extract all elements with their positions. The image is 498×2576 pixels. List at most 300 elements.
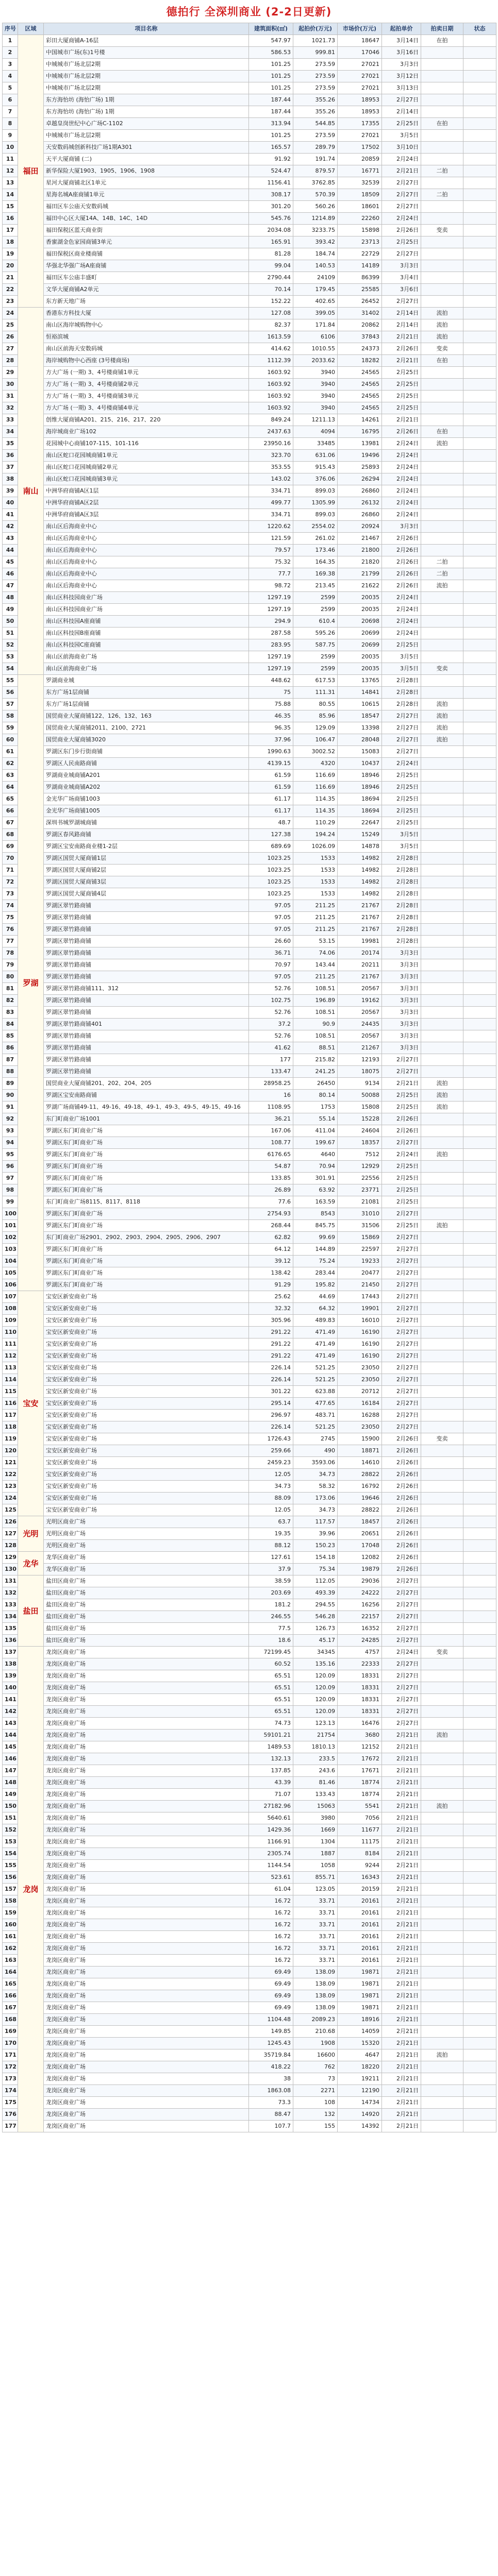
cell-project: 宝安区新安商业广场 bbox=[44, 1421, 249, 1433]
cell-date: 流拍 bbox=[421, 734, 463, 746]
header-start-price: 起拍价(万元) bbox=[293, 23, 338, 35]
cell-status bbox=[463, 1232, 496, 1244]
table-row bbox=[3, 1647, 496, 1658]
table-row bbox=[3, 746, 496, 758]
cell-start-price: 631.06 bbox=[293, 450, 338, 462]
cell-date: 在拍 bbox=[421, 118, 463, 130]
cell-unit-price: 2月14日 bbox=[382, 308, 421, 319]
cell-date bbox=[421, 1718, 463, 1730]
cell-no: 143 bbox=[3, 1718, 18, 1730]
cell-market-price: 16010 bbox=[338, 1315, 382, 1327]
cell-date bbox=[421, 1552, 463, 1564]
cell-size: 101.25 bbox=[249, 82, 293, 94]
cell-status bbox=[463, 1042, 496, 1054]
cell-status bbox=[463, 1113, 496, 1125]
cell-market-price: 24604 bbox=[338, 1125, 382, 1137]
cell-market-price: 26860 bbox=[338, 509, 382, 521]
cell-start-price: 477.65 bbox=[293, 1398, 338, 1410]
table-row bbox=[3, 47, 496, 59]
cell-unit-price: 2月21日 bbox=[382, 1848, 421, 1860]
cell-date bbox=[421, 1540, 463, 1552]
cell-start-price: 70.94 bbox=[293, 1161, 338, 1173]
table-row bbox=[3, 1623, 496, 1635]
cell-unit-price: 3月3日 bbox=[382, 1042, 421, 1054]
cell-status bbox=[463, 402, 496, 414]
cell-no: 23 bbox=[3, 296, 18, 308]
cell-status bbox=[463, 1030, 496, 1042]
cell-date bbox=[421, 2085, 463, 2097]
cell-unit-price: 2月21日 bbox=[382, 1860, 421, 1872]
cell-market-price: 15869 bbox=[338, 1232, 382, 1244]
cell-start-price: 75.34 bbox=[293, 1564, 338, 1575]
table-row bbox=[3, 189, 496, 201]
table-row bbox=[3, 1812, 496, 1824]
cell-start-price: 194.24 bbox=[293, 829, 338, 841]
cell-date bbox=[421, 1978, 463, 1990]
cell-market-price: 12929 bbox=[338, 1161, 382, 1173]
cell-date bbox=[421, 1765, 463, 1777]
cell-market-price: 21467 bbox=[338, 533, 382, 545]
cell-market-price: 20698 bbox=[338, 616, 382, 628]
cell-date bbox=[421, 1599, 463, 1611]
cell-start-price: 116.69 bbox=[293, 770, 338, 782]
cell-date: 在拍 bbox=[421, 35, 463, 47]
cell-start-price: 117.57 bbox=[293, 1516, 338, 1528]
cell-status bbox=[463, 260, 496, 272]
cell-unit-price: 3月14日 bbox=[382, 35, 421, 47]
cell-no: 53 bbox=[3, 651, 18, 663]
cell-unit-price: 2月21日 bbox=[382, 2109, 421, 2121]
table-row bbox=[3, 1125, 496, 1137]
cell-no: 45 bbox=[3, 556, 18, 568]
cell-status bbox=[463, 1137, 496, 1149]
cell-date bbox=[421, 1386, 463, 1398]
cell-unit-price: 2月24日 bbox=[382, 462, 421, 473]
cell-unit-price: 2月24日 bbox=[382, 438, 421, 450]
cell-date bbox=[421, 1753, 463, 1765]
cell-unit-price: 2月27日 bbox=[382, 1623, 421, 1635]
cell-project: 罗湖区宝安南路商业楼1-2层 bbox=[44, 841, 249, 853]
cell-project: 盐田区商业广场 bbox=[44, 1611, 249, 1623]
cell-date bbox=[421, 521, 463, 533]
cell-date: 二拍 bbox=[421, 189, 463, 201]
cell-unit-price: 2月27日 bbox=[382, 1706, 421, 1718]
cell-market-price: 18331 bbox=[338, 1670, 382, 1682]
cell-unit-price: 2月24日 bbox=[382, 485, 421, 497]
cell-status bbox=[463, 1421, 496, 1433]
cell-date bbox=[421, 912, 463, 924]
cell-size: 226.14 bbox=[249, 1374, 293, 1386]
table-row bbox=[3, 1587, 496, 1599]
cell-market-price: 28048 bbox=[338, 734, 382, 746]
cell-project: 南山区后海商业中心 bbox=[44, 556, 249, 568]
cell-status bbox=[463, 2049, 496, 2061]
cell-market-price: 20035 bbox=[338, 604, 382, 616]
cell-start-price: 120.09 bbox=[293, 1670, 338, 1682]
cell-no: 4 bbox=[3, 71, 18, 82]
cell-market-price: 16288 bbox=[338, 1410, 382, 1421]
cell-project: 金光华广场商铺1003 bbox=[44, 793, 249, 805]
cell-unit-price: 2月21日 bbox=[382, 1967, 421, 1978]
cell-unit-price: 3月4日 bbox=[382, 272, 421, 284]
cell-project: 东方广场1层商铺 bbox=[44, 687, 249, 699]
cell-size: 353.55 bbox=[249, 462, 293, 473]
cell-date bbox=[421, 1623, 463, 1635]
cell-status bbox=[463, 497, 496, 509]
cell-start-price: 112.05 bbox=[293, 1575, 338, 1587]
cell-start-price: 1026.09 bbox=[293, 841, 338, 853]
cell-status bbox=[463, 59, 496, 71]
header-market-price: 市场价(万元) bbox=[338, 23, 382, 35]
cell-status bbox=[463, 1445, 496, 1457]
cell-no: 2 bbox=[3, 47, 18, 59]
cell-project: 罗湖区翠竹路商铺 bbox=[44, 900, 249, 912]
cell-status bbox=[463, 1469, 496, 1481]
cell-size: 69.49 bbox=[249, 2002, 293, 2014]
cell-project: 华强北华强广场A座商铺 bbox=[44, 260, 249, 272]
cell-no: 18 bbox=[3, 236, 18, 248]
cell-date bbox=[421, 959, 463, 971]
table-row bbox=[3, 2038, 496, 2049]
table-row bbox=[3, 2002, 496, 2014]
cell-no: 95 bbox=[3, 1149, 18, 1161]
cell-market-price: 16190 bbox=[338, 1338, 382, 1350]
cell-project: 海岸城购物中心西座 (3号楼商场) bbox=[44, 355, 249, 367]
table-row bbox=[3, 912, 496, 924]
cell-status bbox=[463, 2002, 496, 2014]
cell-date bbox=[421, 793, 463, 805]
cell-status bbox=[463, 1872, 496, 1884]
cell-project: 星海名城A座商铺1单元 bbox=[44, 189, 249, 201]
cell-project: 创维大厦商铺A201、215、216、217、220 bbox=[44, 414, 249, 426]
cell-market-price: 14610 bbox=[338, 1457, 382, 1469]
cell-status bbox=[463, 1801, 496, 1812]
cell-status bbox=[463, 888, 496, 900]
cell-no: 103 bbox=[3, 1244, 18, 1256]
cell-start-price: 762 bbox=[293, 2061, 338, 2073]
cell-date bbox=[421, 414, 463, 426]
cell-date bbox=[421, 1741, 463, 1753]
cell-status bbox=[463, 1765, 496, 1777]
cell-unit-price: 3月10日 bbox=[382, 142, 421, 154]
cell-size: 64.12 bbox=[249, 1244, 293, 1256]
cell-date bbox=[421, 1884, 463, 1895]
cell-unit-price: 2月27日 bbox=[382, 1410, 421, 1421]
cell-market-price: 23050 bbox=[338, 1362, 382, 1374]
cell-size: 226.14 bbox=[249, 1421, 293, 1433]
cell-project: 罗湖区东门步行街商铺 bbox=[44, 746, 249, 758]
cell-project: 龙岗区商业广场 bbox=[44, 1907, 249, 1919]
cell-status bbox=[463, 367, 496, 379]
cell-market-price: 19233 bbox=[338, 1256, 382, 1267]
cell-unit-price: 3月3日 bbox=[382, 1030, 421, 1042]
cell-no: 110 bbox=[3, 1327, 18, 1338]
cell-project: 南山区后海商业中心 bbox=[44, 580, 249, 592]
cell-unit-price: 2月21日 bbox=[382, 1824, 421, 1836]
cell-status bbox=[463, 1398, 496, 1410]
cell-unit-price: 2月27日 bbox=[382, 1575, 421, 1587]
cell-market-price: 29036 bbox=[338, 1575, 382, 1587]
table-row bbox=[3, 1327, 496, 1338]
cell-no: 141 bbox=[3, 1694, 18, 1706]
cell-size: 16.72 bbox=[249, 1907, 293, 1919]
cell-no: 122 bbox=[3, 1469, 18, 1481]
table-row bbox=[3, 1658, 496, 1670]
cell-start-price: 3593.06 bbox=[293, 1457, 338, 1469]
cell-unit-price: 2月27日 bbox=[382, 1066, 421, 1078]
cell-status bbox=[463, 817, 496, 829]
cell-no: 114 bbox=[3, 1374, 18, 1386]
cell-status bbox=[463, 959, 496, 971]
cell-market-price: 22333 bbox=[338, 1658, 382, 1670]
cell-start-price: 899.03 bbox=[293, 509, 338, 521]
cell-start-price: 855.71 bbox=[293, 1872, 338, 1884]
cell-size: 177 bbox=[249, 1054, 293, 1066]
cell-date bbox=[421, 2097, 463, 2109]
table-row bbox=[3, 426, 496, 438]
table-row bbox=[3, 1220, 496, 1232]
cell-unit-price: 2月28日 bbox=[382, 900, 421, 912]
cell-date bbox=[421, 995, 463, 1007]
cell-project: 东方广场1层商铺 bbox=[44, 699, 249, 710]
cell-size: 46.35 bbox=[249, 710, 293, 722]
cell-no: 104 bbox=[3, 1256, 18, 1267]
cell-no: 93 bbox=[3, 1125, 18, 1137]
cell-size: 291.22 bbox=[249, 1350, 293, 1362]
cell-date bbox=[421, 2002, 463, 2014]
cell-size: 48.7 bbox=[249, 817, 293, 829]
table-row bbox=[3, 1113, 496, 1125]
cell-market-price: 21267 bbox=[338, 1042, 382, 1054]
cell-size: 107.7 bbox=[249, 2121, 293, 2132]
table-row bbox=[3, 1267, 496, 1279]
cell-date bbox=[421, 154, 463, 165]
cell-unit-price: 2月25日 bbox=[382, 379, 421, 391]
cell-market-price: 19871 bbox=[338, 1990, 382, 2002]
cell-area: 龙华 bbox=[18, 1552, 44, 1575]
cell-start-price: 273.59 bbox=[293, 82, 338, 94]
cell-market-price: 18946 bbox=[338, 770, 382, 782]
table-row bbox=[3, 71, 496, 82]
cell-unit-price: 2月26日 bbox=[382, 1481, 421, 1493]
cell-start-price: 2033.62 bbox=[293, 355, 338, 367]
cell-date bbox=[421, 1824, 463, 1836]
cell-date bbox=[421, 272, 463, 284]
table-row bbox=[3, 628, 496, 639]
cell-unit-price: 2月24日 bbox=[382, 592, 421, 604]
cell-unit-price: 2月26日 bbox=[382, 1445, 421, 1457]
cell-no: 158 bbox=[3, 1895, 18, 1907]
cell-project: 龙岗区商业广场 bbox=[44, 1895, 249, 1907]
table-row bbox=[3, 1007, 496, 1019]
table-row bbox=[3, 82, 496, 94]
cell-date: 流拍 bbox=[421, 1730, 463, 1741]
cell-date bbox=[421, 1682, 463, 1694]
cell-no: 54 bbox=[3, 663, 18, 675]
cell-start-price: 63.92 bbox=[293, 1184, 338, 1196]
cell-start-price: 138.09 bbox=[293, 1967, 338, 1978]
table-row bbox=[3, 1410, 496, 1421]
cell-start-price: 191.74 bbox=[293, 154, 338, 165]
table-row bbox=[3, 450, 496, 462]
cell-market-price: 16190 bbox=[338, 1327, 382, 1338]
table-row bbox=[3, 1848, 496, 1860]
cell-market-price: 15083 bbox=[338, 746, 382, 758]
cell-no: 83 bbox=[3, 1007, 18, 1019]
cell-market-price: 26132 bbox=[338, 497, 382, 509]
table-row bbox=[3, 1884, 496, 1895]
cell-market-price: 17046 bbox=[338, 47, 382, 59]
cell-market-price: 19981 bbox=[338, 936, 382, 947]
cell-start-price: 34.73 bbox=[293, 1469, 338, 1481]
table-row bbox=[3, 177, 496, 189]
cell-unit-price: 2月26日 bbox=[382, 343, 421, 355]
table-row bbox=[3, 142, 496, 154]
cell-market-price: 18953 bbox=[338, 94, 382, 106]
cell-no: 68 bbox=[3, 829, 18, 841]
cell-no: 87 bbox=[3, 1054, 18, 1066]
cell-unit-price: 2月21日 bbox=[382, 2097, 421, 2109]
cell-no: 5 bbox=[3, 82, 18, 94]
cell-date bbox=[421, 983, 463, 995]
cell-start-price: 879.57 bbox=[293, 165, 338, 177]
cell-start-price: 16600 bbox=[293, 2049, 338, 2061]
cell-project: 东门町商业广场2901、2902、2903、2904、2905、2906、2907 bbox=[44, 1232, 249, 1244]
cell-date bbox=[421, 651, 463, 663]
cell-project: 龙岗区商业广场 bbox=[44, 1812, 249, 1824]
table-row bbox=[3, 1386, 496, 1398]
cell-market-price: 25585 bbox=[338, 284, 382, 296]
cell-start-price: 173.46 bbox=[293, 545, 338, 556]
cell-no: 169 bbox=[3, 2026, 18, 2038]
cell-date bbox=[421, 817, 463, 829]
cell-start-price: 64.32 bbox=[293, 1303, 338, 1315]
cell-project: 龙岗区商业广场 bbox=[44, 2002, 249, 2014]
cell-unit-price: 2月21日 bbox=[382, 2073, 421, 2085]
cell-start-price: 33.71 bbox=[293, 1943, 338, 1955]
cell-market-price: 31402 bbox=[338, 308, 382, 319]
cell-project: 东方海怡坊 (海怡广场) 1期 bbox=[44, 94, 249, 106]
cell-no: 160 bbox=[3, 1919, 18, 1931]
cell-status bbox=[463, 1753, 496, 1765]
table-row bbox=[3, 1184, 496, 1196]
cell-size: 1156.41 bbox=[249, 177, 293, 189]
cell-size: 287.58 bbox=[249, 628, 293, 639]
cell-project: 罗湖区东门町商业广场 bbox=[44, 1125, 249, 1137]
table-row bbox=[3, 1054, 496, 1066]
cell-no: 35 bbox=[3, 438, 18, 450]
cell-market-price: 20161 bbox=[338, 1943, 382, 1955]
cell-no: 11 bbox=[3, 154, 18, 165]
cell-status bbox=[463, 793, 496, 805]
cell-no: 127 bbox=[3, 1528, 18, 1540]
cell-size: 69.49 bbox=[249, 1990, 293, 2002]
cell-unit-price: 2月26日 bbox=[382, 545, 421, 556]
cell-size: 12.05 bbox=[249, 1469, 293, 1481]
cell-start-price: 106.47 bbox=[293, 734, 338, 746]
cell-size: 101.25 bbox=[249, 71, 293, 82]
cell-market-price: 17672 bbox=[338, 1753, 382, 1765]
cell-status bbox=[463, 272, 496, 284]
cell-market-price: 14189 bbox=[338, 260, 382, 272]
cell-start-price: 1533 bbox=[293, 876, 338, 888]
cell-market-price: 24565 bbox=[338, 402, 382, 414]
cell-date bbox=[421, 687, 463, 699]
cell-no: 81 bbox=[3, 983, 18, 995]
cell-market-price: 24565 bbox=[338, 367, 382, 379]
cell-size: 25.62 bbox=[249, 1291, 293, 1303]
cell-no: 148 bbox=[3, 1777, 18, 1789]
cell-unit-price: 2月25日 bbox=[382, 1220, 421, 1232]
cell-status bbox=[463, 1303, 496, 1315]
cell-status bbox=[463, 1919, 496, 1931]
table-row bbox=[3, 1303, 496, 1315]
cell-start-price: 261.02 bbox=[293, 533, 338, 545]
cell-no: 90 bbox=[3, 1090, 18, 1101]
cell-start-price: 24109 bbox=[293, 272, 338, 284]
table-row bbox=[3, 1398, 496, 1410]
cell-start-price: 138.09 bbox=[293, 1978, 338, 1990]
cell-project: 罗湖区翠竹路商铺 bbox=[44, 924, 249, 936]
cell-status bbox=[463, 248, 496, 260]
cell-size: 295.14 bbox=[249, 1398, 293, 1410]
cell-status bbox=[463, 1350, 496, 1362]
cell-project: 龙岗区商业广场 bbox=[44, 1884, 249, 1895]
cell-project: 龙岗区商业广场 bbox=[44, 1730, 249, 1741]
table-row bbox=[3, 1457, 496, 1469]
cell-size: 16 bbox=[249, 1090, 293, 1101]
cell-unit-price: 2月26日 bbox=[382, 1504, 421, 1516]
cell-status bbox=[463, 308, 496, 319]
cell-project: 龙岗区商业广场 bbox=[44, 1848, 249, 1860]
cell-unit-price: 3月3日 bbox=[382, 959, 421, 971]
cell-project: 罗湖区翠竹路商铺 bbox=[44, 971, 249, 983]
cell-no: 152 bbox=[3, 1824, 18, 1836]
cell-start-price: 355.26 bbox=[293, 106, 338, 118]
cell-size: 32.32 bbox=[249, 1303, 293, 1315]
cell-unit-price: 2月21日 bbox=[382, 1765, 421, 1777]
cell-market-price: 21767 bbox=[338, 924, 382, 936]
cell-date bbox=[421, 1244, 463, 1256]
cell-status bbox=[463, 995, 496, 1007]
table-row bbox=[3, 331, 496, 343]
cell-status bbox=[463, 722, 496, 734]
cell-date bbox=[421, 1019, 463, 1030]
cell-market-price: 19496 bbox=[338, 450, 382, 462]
cell-size: 689.69 bbox=[249, 841, 293, 853]
cell-start-price: 4320 bbox=[293, 758, 338, 770]
table-row bbox=[3, 1433, 496, 1445]
table-row bbox=[3, 734, 496, 746]
cell-market-price: 20161 bbox=[338, 1919, 382, 1931]
cell-date: 二拍 bbox=[421, 165, 463, 177]
cell-no: 105 bbox=[3, 1267, 18, 1279]
cell-no: 41 bbox=[3, 509, 18, 521]
cell-project: 宝安区新安商业广场 bbox=[44, 1493, 249, 1504]
table-row bbox=[3, 35, 496, 47]
cell-unit-price: 2月24日 bbox=[382, 497, 421, 509]
table-row bbox=[3, 1611, 496, 1623]
cell-project: 南山区后海商业中心 bbox=[44, 521, 249, 533]
cell-no: 136 bbox=[3, 1635, 18, 1647]
cell-date bbox=[421, 1504, 463, 1516]
cell-market-price: 14059 bbox=[338, 2026, 382, 2038]
cell-market-price: 21799 bbox=[338, 568, 382, 580]
cell-project: 花园城中心商铺107-115、101-116 bbox=[44, 438, 249, 450]
table-row bbox=[3, 710, 496, 722]
cell-market-price: 22647 bbox=[338, 817, 382, 829]
cell-no: 13 bbox=[3, 177, 18, 189]
